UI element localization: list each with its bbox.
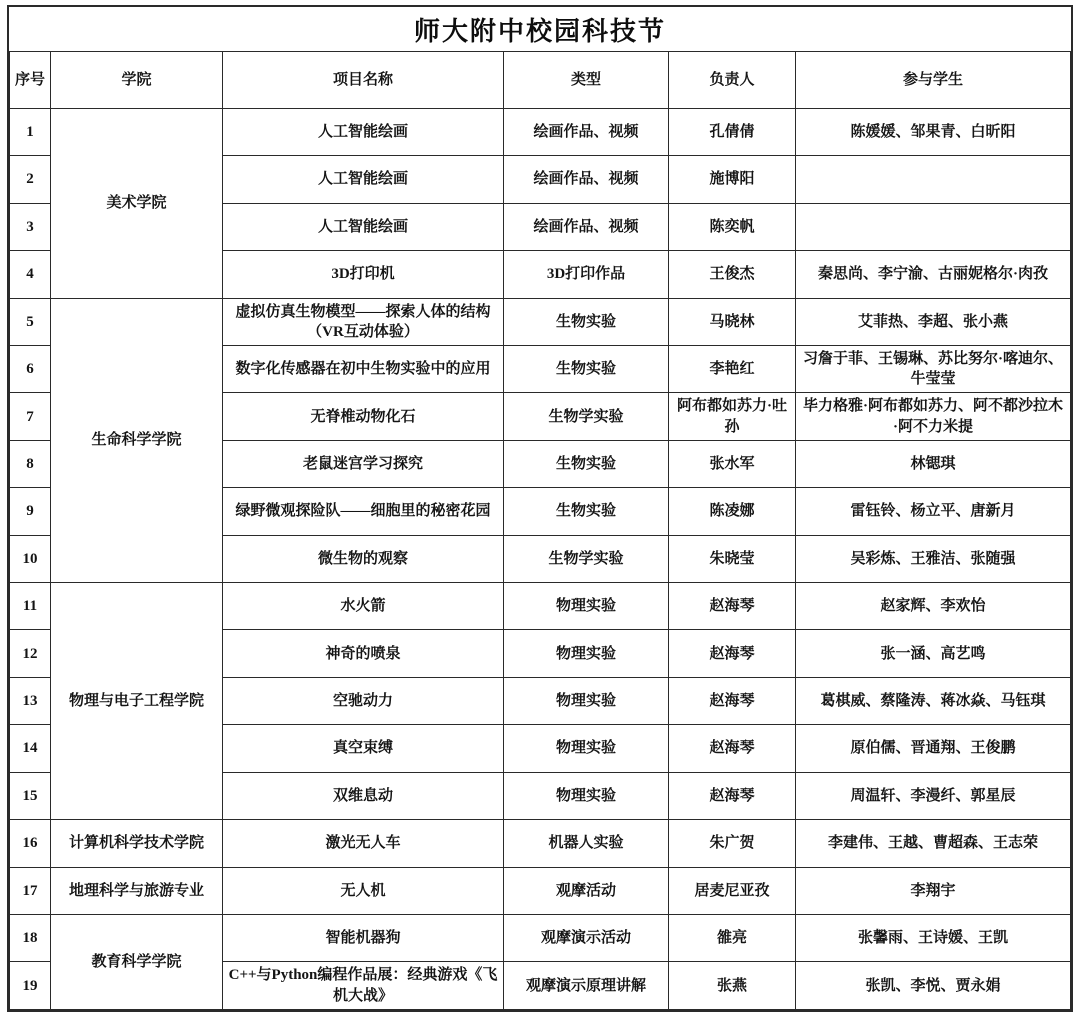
cell-college: 教育科学学院 <box>51 914 223 1009</box>
cell-students: 林锶琪 <box>796 440 1071 487</box>
cell-students <box>796 156 1071 203</box>
cell-leader: 施博阳 <box>669 156 796 203</box>
cell-type: 观摩活动 <box>504 867 669 914</box>
cell-type: 观摩演示原理讲解 <box>504 962 669 1010</box>
cell-students: 赵家辉、李欢怡 <box>796 583 1071 630</box>
header-leader: 负责人 <box>669 52 796 109</box>
cell-type: 生物实验 <box>504 440 669 487</box>
table-header <box>10 52 1071 109</box>
cell-serial: 4 <box>10 251 51 298</box>
cell-students: 习詹于菲、王锡琳、苏比努尔·喀迪尔、牛莹莹 <box>796 346 1071 393</box>
cell-project: 双维息动 <box>223 772 504 819</box>
cell-type: 物理实验 <box>504 772 669 819</box>
cell-project: 水火箭 <box>223 583 504 630</box>
header-college: 学院 <box>51 52 223 109</box>
cell-project: 无脊椎动物化石 <box>223 393 504 440</box>
schedule-sheet <box>7 5 1073 1012</box>
cell-serial: 15 <box>10 772 51 819</box>
cell-type: 物理实验 <box>504 583 669 630</box>
cell-serial: 2 <box>10 156 51 203</box>
cell-leader: 居麦尼亚孜 <box>669 867 796 914</box>
cell-type: 机器人实验 <box>504 820 669 867</box>
cell-college: 计算机科学技术学院 <box>51 820 223 867</box>
cell-serial: 18 <box>10 914 51 961</box>
cell-project: 3D打印机 <box>223 251 504 298</box>
cell-project: 绿野微观探险队——细胞里的秘密花园 <box>223 488 504 535</box>
cell-students: 雷钰铃、杨立平、唐新月 <box>796 488 1071 535</box>
cell-type: 生物学实验 <box>504 535 669 582</box>
cell-leader: 朱广贺 <box>669 820 796 867</box>
cell-students: 张一涵、高艺鸣 <box>796 630 1071 677</box>
cell-students: 陈媛媛、邹果青、白昕阳 <box>796 109 1071 156</box>
cell-leader: 陈凌娜 <box>669 488 796 535</box>
cell-students: 毕力格雅·阿布都如苏力、阿不都沙拉木·阿不力米提 <box>796 393 1071 440</box>
cell-project: 智能机器狗 <box>223 914 504 961</box>
cell-leader: 朱晓莹 <box>669 535 796 582</box>
cell-serial: 11 <box>10 583 51 630</box>
cell-serial: 16 <box>10 820 51 867</box>
table-row <box>10 867 1071 914</box>
cell-leader: 阿布都如苏力·吐孙 <box>669 393 796 440</box>
cell-students: 张凯、李悦、贾永娟 <box>796 962 1071 1010</box>
cell-serial: 14 <box>10 725 51 772</box>
cell-leader: 赵海琴 <box>669 772 796 819</box>
cell-type: 绘画作品、视频 <box>504 203 669 250</box>
cell-project: 空驰动力 <box>223 677 504 724</box>
cell-type: 物理实验 <box>504 725 669 772</box>
cell-college: 生命科学学院 <box>51 298 223 582</box>
cell-students: 秦思尚、李宁渝、古丽妮格尔·肉孜 <box>796 251 1071 298</box>
page-title: 师大附中校园科技节 <box>413 16 666 46</box>
cell-serial: 3 <box>10 203 51 250</box>
table-body <box>10 109 1071 1010</box>
cell-type: 物理实验 <box>504 677 669 724</box>
cell-leader: 陈奕帆 <box>669 203 796 250</box>
table-row <box>10 109 1071 156</box>
cell-type: 绘画作品、视频 <box>504 156 669 203</box>
cell-serial: 9 <box>10 488 51 535</box>
cell-serial: 17 <box>10 867 51 914</box>
header-students: 参与学生 <box>796 52 1071 109</box>
cell-project: 老鼠迷宫学习探究 <box>223 440 504 487</box>
cell-students: 原伯儒、晋通翔、王俊鹏 <box>796 725 1071 772</box>
cell-project: 数字化传感器在初中生物实验中的应用 <box>223 346 504 393</box>
cell-students <box>796 203 1071 250</box>
table-row <box>10 583 1071 630</box>
cell-serial: 10 <box>10 535 51 582</box>
header-serial: 序号 <box>10 52 51 109</box>
cell-type: 观摩演示活动 <box>504 914 669 961</box>
cell-leader: 赵海琴 <box>669 583 796 630</box>
cell-project: 激光无人车 <box>223 820 504 867</box>
cell-students: 艾菲热、李超、张小燕 <box>796 298 1071 345</box>
cell-project: 虚拟仿真生物模型——探索人体的结构（VR互动体验） <box>223 298 504 345</box>
cell-serial: 8 <box>10 440 51 487</box>
cell-serial: 13 <box>10 677 51 724</box>
cell-serial: 6 <box>10 346 51 393</box>
cell-type: 3D打印作品 <box>504 251 669 298</box>
table-row <box>10 820 1071 867</box>
cell-leader: 赵海琴 <box>669 677 796 724</box>
cell-leader: 赵海琴 <box>669 725 796 772</box>
cell-project: 微生物的观察 <box>223 535 504 582</box>
cell-project: C++与Python编程作品展：经典游戏《飞机大战》 <box>223 962 504 1010</box>
cell-students: 张馨雨、王诗媛、王凯 <box>796 914 1071 961</box>
cell-students: 吴彩炼、王雅洁、张随强 <box>796 535 1071 582</box>
cell-project: 人工智能绘画 <box>223 109 504 156</box>
cell-students: 李建伟、王越、曹超森、王志荣 <box>796 820 1071 867</box>
cell-type: 物理实验 <box>504 630 669 677</box>
table-row <box>10 298 1071 345</box>
cell-leader: 赵海琴 <box>669 630 796 677</box>
cell-college: 地理科学与旅游专业 <box>51 867 223 914</box>
cell-serial: 19 <box>10 962 51 1010</box>
cell-leader: 马晓林 <box>669 298 796 345</box>
table-row <box>10 914 1071 961</box>
cell-serial: 5 <box>10 298 51 345</box>
cell-project: 人工智能绘画 <box>223 203 504 250</box>
cell-college: 美术学院 <box>51 109 223 299</box>
cell-serial: 1 <box>10 109 51 156</box>
cell-type: 生物学实验 <box>504 393 669 440</box>
cell-serial: 7 <box>10 393 51 440</box>
header-type: 类型 <box>504 52 669 109</box>
header-row <box>10 52 1071 109</box>
cell-college: 物理与电子工程学院 <box>51 583 223 820</box>
cell-type: 生物实验 <box>504 488 669 535</box>
cell-project: 真空束缚 <box>223 725 504 772</box>
cell-leader: 雒亮 <box>669 914 796 961</box>
cell-project: 人工智能绘画 <box>223 156 504 203</box>
cell-type: 绘画作品、视频 <box>504 109 669 156</box>
cell-type: 生物实验 <box>504 346 669 393</box>
cell-students: 葛棋威、蔡隆涛、蒋冰焱、马钰琪 <box>796 677 1071 724</box>
cell-leader: 王俊杰 <box>669 251 796 298</box>
header-project: 项目名称 <box>223 52 504 109</box>
cell-students: 李翔宇 <box>796 867 1071 914</box>
cell-leader: 李艳红 <box>669 346 796 393</box>
cell-type: 生物实验 <box>504 298 669 345</box>
cell-students: 周温轩、李漫纤、郭星辰 <box>796 772 1071 819</box>
cell-project: 神奇的喷泉 <box>223 630 504 677</box>
cell-leader: 孔倩倩 <box>669 109 796 156</box>
science-festival-table <box>9 51 1071 1010</box>
cell-leader: 张水军 <box>669 440 796 487</box>
cell-project: 无人机 <box>223 867 504 914</box>
cell-serial: 12 <box>10 630 51 677</box>
cell-leader: 张燕 <box>669 962 796 1010</box>
